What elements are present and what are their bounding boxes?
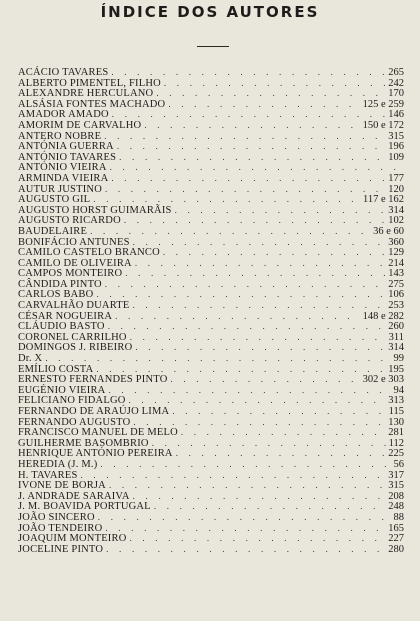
dot-leader <box>96 289 385 300</box>
index-entry <box>18 448 404 459</box>
dot-leader <box>110 162 401 173</box>
index-entry <box>18 427 404 438</box>
dot-leader <box>90 226 370 237</box>
index-entry <box>18 406 404 417</box>
dot-leader <box>175 205 386 216</box>
page-reference: 265 <box>388 67 404 78</box>
index-entry <box>18 247 404 258</box>
index-entry <box>18 533 404 544</box>
index-entry <box>18 491 404 502</box>
author-name: AMADOR AMADO <box>18 109 109 121</box>
index-entry <box>18 289 404 300</box>
author-name: AMORIM DE CARVALHO <box>18 119 142 131</box>
author-name: CAMILO DE OLIVEIRA <box>18 257 132 269</box>
author-name: ANTÓNIA GUERRA <box>18 141 114 153</box>
dot-leader <box>168 99 359 110</box>
author-name: JOCELINE PINTO <box>18 543 104 555</box>
page-reference: 314 <box>388 204 404 216</box>
author-name: J. M. BOAVIDA PORTUGAL <box>18 501 151 513</box>
page-reference: 36 e 60 <box>373 225 404 237</box>
author-name: JOÃO SINCERO <box>18 511 95 523</box>
page-reference: 214 <box>388 257 404 269</box>
dot-leader <box>164 78 385 89</box>
index-entry <box>18 194 404 205</box>
page-reference: 311 <box>388 331 404 343</box>
page-reference: 102 <box>388 215 404 227</box>
index-entry <box>18 184 404 195</box>
page-reference: 225 <box>388 448 404 460</box>
author-name: CÂNDIDA PINTO <box>18 278 102 290</box>
author-name: IVONE DE BORJA <box>18 480 106 492</box>
dot-leader <box>156 88 385 99</box>
index-entry <box>18 395 404 406</box>
author-name: JOÃO TENDEIRO <box>18 522 103 534</box>
index-entry <box>18 268 404 279</box>
index-entry <box>18 512 404 523</box>
dot-leader <box>93 194 360 205</box>
index-entry <box>18 205 404 216</box>
author-name: ANTÓNIO TAVARES <box>18 151 117 163</box>
page-reference: 314 <box>388 342 404 354</box>
author-name: ANTERO NOBRE <box>18 130 102 142</box>
dot-leader <box>105 184 385 195</box>
dot-leader <box>176 448 386 459</box>
dot-leader <box>130 533 386 544</box>
index-entry <box>18 385 404 396</box>
index-entry <box>18 321 404 332</box>
index-entry <box>18 279 404 290</box>
dot-leader <box>109 480 385 491</box>
author-name: AUTUR JUSTINO <box>18 183 102 195</box>
author-name: JOAQUIM MONTEIRO <box>18 533 127 545</box>
dot-leader <box>144 120 359 131</box>
dot-leader <box>81 470 386 481</box>
page-reference: 165 <box>388 522 404 534</box>
page-reference: 146 <box>388 109 404 121</box>
index-entry <box>18 470 404 481</box>
author-name: ANTÓNIO VIEIRA <box>18 162 107 174</box>
author-name: FRANCISCO MANUEL DE MELO <box>18 427 178 439</box>
dot-leader <box>135 258 385 269</box>
page-reference: 177 <box>388 172 404 184</box>
page-reference: 227 <box>388 533 404 545</box>
dot-leader <box>130 332 386 343</box>
title-divider <box>197 46 229 47</box>
author-name: AUGUSTO RICARDO <box>18 215 121 227</box>
dot-leader <box>117 141 385 152</box>
page-reference: 94 <box>393 384 404 396</box>
page-reference: 195 <box>388 363 404 375</box>
dot-leader <box>125 268 385 279</box>
author-name: CARLOS BABO <box>18 289 94 301</box>
dot-leader <box>112 109 385 120</box>
dot-leader <box>119 152 385 163</box>
dot-leader <box>104 131 385 142</box>
page-reference: 130 <box>388 416 404 428</box>
index-entry <box>18 78 404 89</box>
page-reference: 315 <box>388 480 404 492</box>
dot-leader <box>154 501 385 512</box>
page-reference: 317 <box>388 469 404 481</box>
dot-leader <box>111 67 385 78</box>
index-entry <box>18 173 404 184</box>
page-reference: 115 <box>388 406 404 417</box>
page-reference: 129 <box>388 247 404 259</box>
author-name: DOMINGOS J. RIBEIRO <box>18 342 133 354</box>
author-name: FELICIANO FIDALGO <box>18 395 126 407</box>
author-name: ERNESTO FERNANDES PINTO <box>18 374 168 386</box>
dot-leader <box>133 417 385 428</box>
page-reference: 148 e 282 <box>362 310 404 322</box>
page-reference: 196 <box>388 141 404 153</box>
dot-leader <box>96 364 385 375</box>
index-entry <box>18 523 404 534</box>
index-entry <box>18 311 404 322</box>
index-entry <box>18 237 404 248</box>
page-reference: 56 <box>393 458 404 470</box>
index-entry <box>18 120 404 131</box>
index-entry <box>18 131 404 142</box>
index-entry <box>18 353 404 364</box>
index-entry <box>18 417 404 428</box>
dot-leader <box>108 321 386 332</box>
index-entry <box>18 544 404 555</box>
index-entry <box>18 109 404 120</box>
page-reference: 275 <box>388 278 404 290</box>
dot-leader <box>115 311 359 322</box>
author-name: J. ANDRADE SARAIVA <box>18 490 130 502</box>
author-name: ALEXANDRE HERCULANO <box>18 88 154 100</box>
page-reference: 315 <box>388 130 404 142</box>
dot-leader <box>181 427 385 438</box>
page-reference: 313 <box>388 395 404 407</box>
page-reference: 170 <box>388 88 404 100</box>
dot-leader <box>170 374 359 385</box>
author-name: BAUDELAIRE <box>18 225 88 237</box>
author-name: ALSÁSIA FONTES MACHADO <box>18 98 166 110</box>
author-name: HENRIQUE ANTÓNIO PEREIRA <box>18 448 173 460</box>
dot-leader <box>111 173 385 184</box>
author-name: FERNANDO DE ARAÚJO LIMA <box>18 406 170 417</box>
dot-leader <box>98 512 391 523</box>
author-name: AUGUSTO GIL <box>18 194 91 206</box>
page-reference: 302 e 303 <box>362 374 404 386</box>
dot-leader <box>100 459 390 470</box>
author-name: FERNANDO AUGUSTO <box>18 416 131 428</box>
page-reference: 248 <box>388 501 404 513</box>
author-name: ARMINDA VIEIRA <box>18 172 109 184</box>
author-name: CLÁUDIO BASTO <box>18 321 105 333</box>
page-reference: 242 <box>388 77 404 89</box>
index-entry <box>18 438 404 449</box>
page-reference: 280 <box>388 543 404 555</box>
index-entry <box>18 300 404 311</box>
page-reference: 99 <box>393 353 404 365</box>
index-entry <box>18 480 404 491</box>
page-reference: 112 <box>388 437 404 449</box>
index-entry <box>18 332 404 343</box>
author-name: CAMILO CASTELO BRANCO <box>18 247 160 259</box>
author-name: CORONEL CARRILHO <box>18 331 127 343</box>
dot-leader <box>172 406 385 417</box>
author-index-list <box>18 67 404 554</box>
dot-leader <box>152 438 386 449</box>
dot-leader <box>45 353 390 364</box>
index-entry <box>18 364 404 375</box>
author-name: EUGÉNIO VIEIRA <box>18 384 106 396</box>
index-entry <box>18 215 404 226</box>
index-entry <box>18 258 404 269</box>
page-reference: 88 <box>393 511 404 523</box>
author-name: AUGUSTO HORST GUIMARÃIS <box>18 204 172 216</box>
page-reference: 117 e 162 <box>362 194 404 206</box>
index-entry <box>18 88 404 99</box>
author-name: CAMPOS MONTEIRO <box>18 268 123 280</box>
index-entry <box>18 67 404 78</box>
index-entry <box>18 342 404 353</box>
dot-leader <box>163 247 385 258</box>
author-name: ALBERTO PIMENTEL, FILHO <box>18 77 161 89</box>
author-name: GUILHERME BASOMBRIO <box>18 437 149 449</box>
page-reference: 260 <box>388 321 404 333</box>
index-entry <box>18 152 404 163</box>
index-entry <box>18 374 404 385</box>
page-reference: 143 <box>388 268 404 280</box>
author-name: Dr. X <box>18 353 43 365</box>
page-reference: 253 <box>388 300 404 312</box>
page-reference: 109 <box>388 151 404 163</box>
page-reference: 106 <box>388 289 404 301</box>
dot-leader <box>135 342 385 353</box>
page-reference: 150 e 172 <box>362 119 404 131</box>
index-entry <box>18 459 404 470</box>
dot-leader <box>124 215 385 226</box>
author-name: EMÍLIO COSTA <box>18 363 94 375</box>
dot-leader <box>133 491 386 502</box>
page-reference: 360 <box>388 236 404 248</box>
author-name: BONIFÁCIO ANTUNES <box>18 236 130 248</box>
author-name: CÉSAR NOGUEIRA <box>18 310 113 322</box>
author-name: CARVALHÃO DUARTE <box>18 300 130 312</box>
index-entry <box>18 226 404 237</box>
index-entry <box>18 141 404 152</box>
index-entry <box>18 162 404 173</box>
dot-leader <box>105 279 385 290</box>
page-title: ÍNDICE DOS AUTORES <box>100 3 320 21</box>
dot-leader <box>108 385 390 396</box>
dot-leader <box>133 300 386 311</box>
author-name: HEREDIA (J. M.) <box>18 458 98 470</box>
dot-leader <box>129 395 386 406</box>
author-name: ACÁCIO TAVARES <box>18 67 109 78</box>
index-entry <box>18 501 404 512</box>
dot-leader <box>133 237 386 248</box>
index-entry <box>18 99 404 110</box>
page-reference: 125 e 259 <box>362 98 404 110</box>
page-reference: 208 <box>388 490 404 502</box>
page-reference: 281 <box>388 427 404 439</box>
dot-leader <box>105 523 385 534</box>
page-reference: 120 <box>388 183 404 195</box>
dot-leader <box>106 544 385 555</box>
author-name: H. TAVARES <box>18 469 78 481</box>
